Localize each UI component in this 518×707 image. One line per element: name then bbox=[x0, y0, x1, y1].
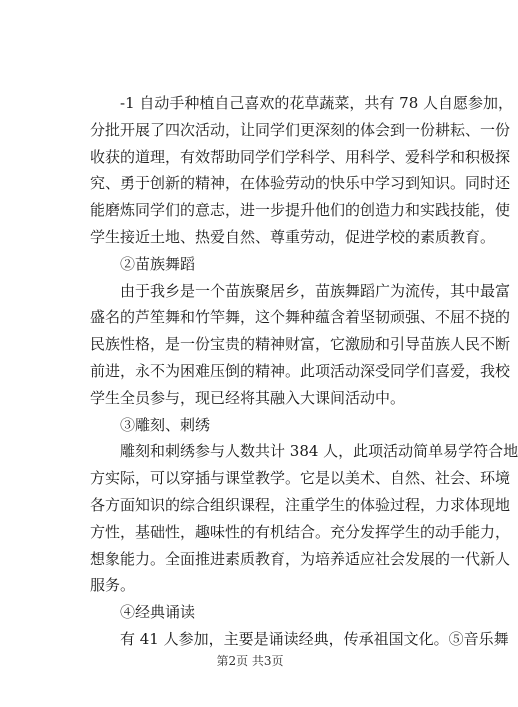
text-line: 究、勇于创新的精神，在体验劳动的快乐中学习到知识。同时还 bbox=[90, 174, 511, 193]
text-line: 能磨炼同学们的意志，进一步提升他们的创造力和实践技能，使 bbox=[90, 201, 511, 220]
paragraph bbox=[90, 90, 514, 251]
text-line: 服务。 bbox=[90, 576, 136, 595]
text-line: 想象能力。全面推进素质教育，为培养适应社会发展的一代新人 bbox=[90, 549, 511, 568]
paragraph bbox=[90, 626, 509, 653]
text-line: 雕刻和刺绣参与人数共计 384 人，此项活动简单易学符合地 bbox=[120, 442, 518, 461]
paragraph bbox=[90, 438, 518, 599]
text-line: 学生全员参与，现已经将其融入大课间活动中。 bbox=[90, 388, 406, 407]
section-heading: ④经典诵读 bbox=[120, 603, 196, 622]
paragraph bbox=[90, 278, 511, 412]
text-line: 盛名的芦笙舞和竹竿舞，这个舞种蕴含着坚韧顽强、不屈不挠的 bbox=[90, 308, 511, 327]
text-line: 方实际，可以穿插与课堂教学。它是以美术、自然、社会、环境 bbox=[90, 469, 511, 488]
text-line: 民族性格，是一份宝贵的精神财富，它激励和引导苗族人民不断 bbox=[90, 335, 511, 354]
text-line: 分批开展了四次活动，让同学们更深刻的体会到一份耕耘、一份 bbox=[90, 120, 511, 139]
text-line: -1 自动手种植自己喜欢的花草蔬菜，共有 78 人自愿参加， bbox=[120, 94, 514, 112]
text-line: 由于我乡是一个苗族聚居乡，苗族舞蹈广为流传，其中最富 bbox=[120, 281, 511, 300]
section-heading: ②苗族舞蹈 bbox=[120, 254, 196, 273]
text-line: 各方面知识的综合组织课程，注重学生的体验过程，力求体现地 bbox=[90, 495, 511, 514]
text-line: 有 41 人参加，主要是诵读经典，传承祖国文化。⑤音乐舞 bbox=[120, 629, 509, 648]
page-footer: 第2页 共3页 bbox=[216, 654, 284, 668]
text-line: 方性，基础性，趣味性的有机结合。充分发挥学生的动手能力， bbox=[90, 522, 511, 541]
document-body bbox=[90, 90, 518, 653]
text-line: 收获的道理，有效帮助同学们学科学、用科学、爱科学和积极探 bbox=[90, 147, 511, 166]
text-line: 前进，永不为困难压倒的精神。此项活动深受同学们喜爱，我校 bbox=[90, 361, 511, 380]
text-line: 学生接近土地、热爱自然、尊重劳动，促进学校的素质教育。 bbox=[90, 227, 496, 246]
section-heading: ③雕刻、刺绣 bbox=[120, 415, 211, 434]
